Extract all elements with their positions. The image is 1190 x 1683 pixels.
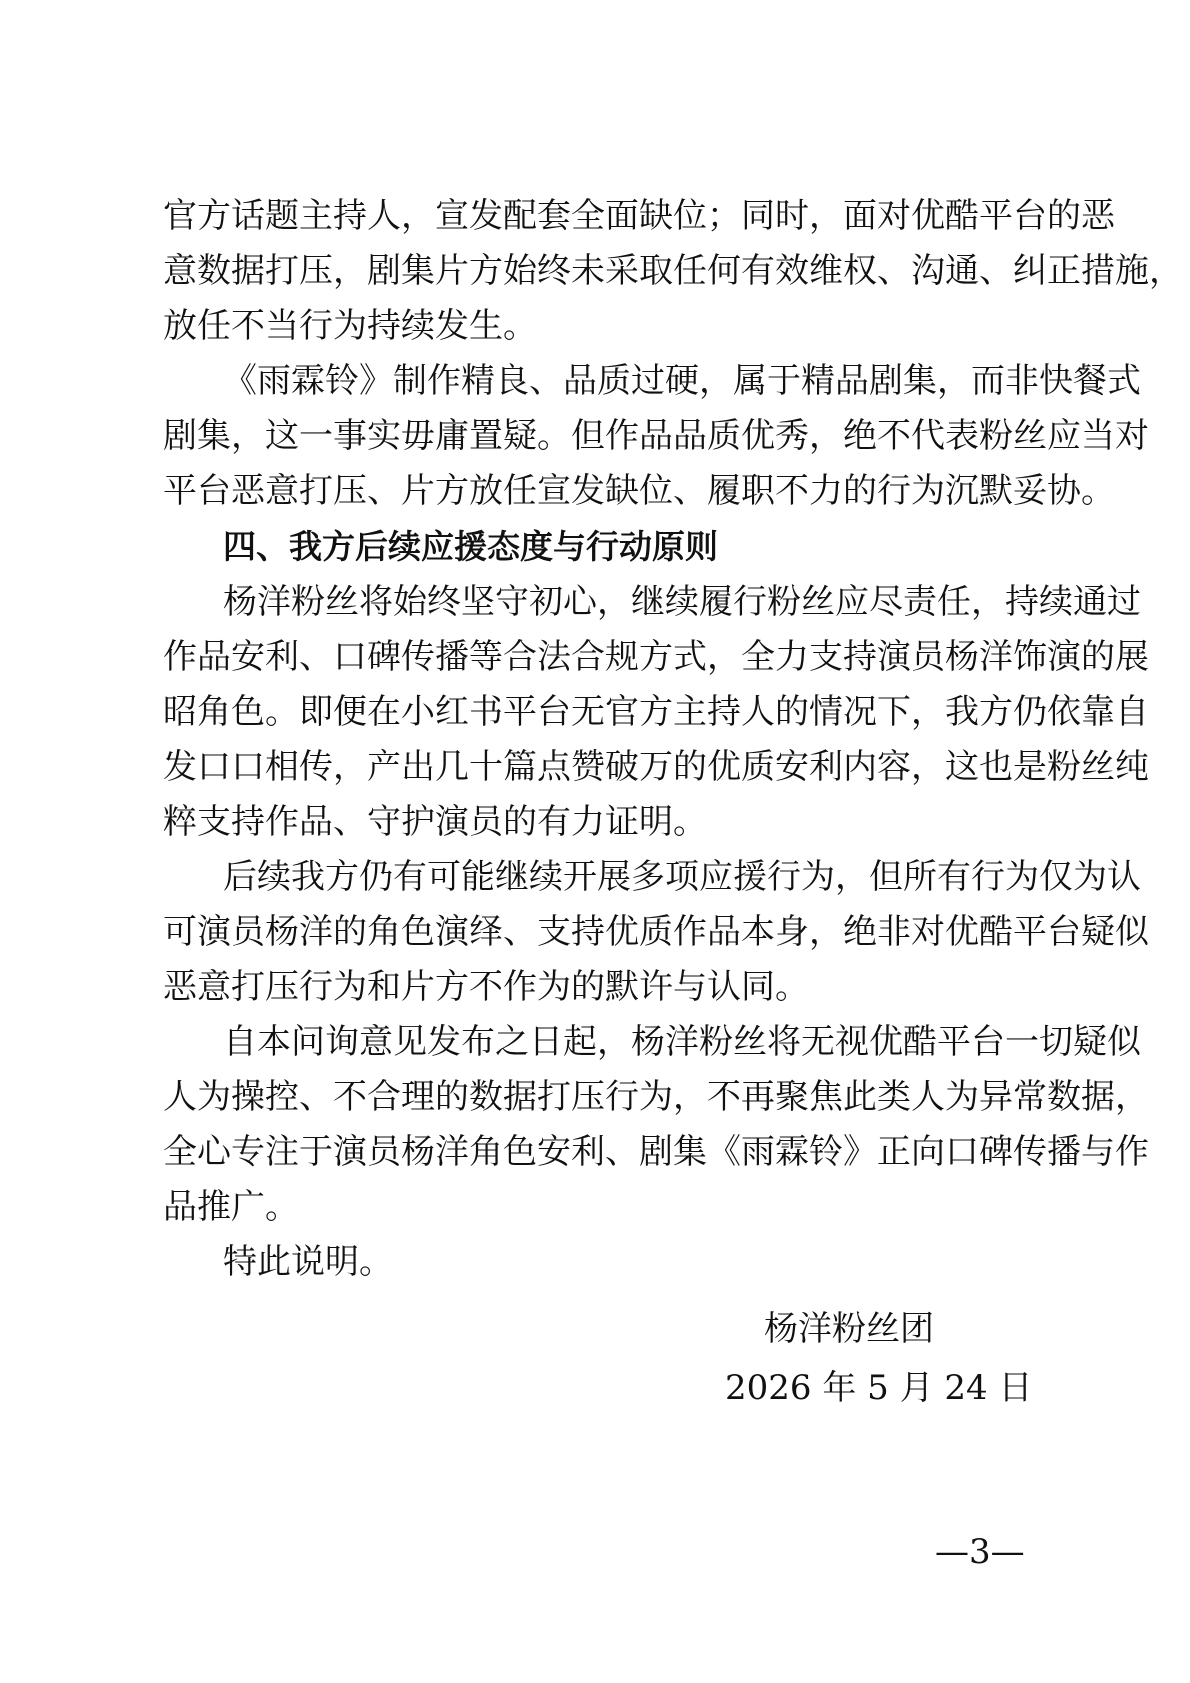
closing-text: 特此说明。 (223, 1242, 393, 1282)
paragraph-4-line-2: 可演员杨洋的角色演绎、支持优质作品本身，绝非对优酷平台疑似 (163, 912, 1149, 952)
paragraph-3-line-2: 作品安利、口碑传播等合法合规方式，全力支持演员杨洋饰演的展 (163, 637, 1149, 677)
paragraph-5-line-2: 人为操控、不合理的数据打压行为，不再聚焦此类人为异常数据， (163, 1077, 1149, 1117)
paragraph-2-line-2: 剧集，这一事实毋庸置疑。但作品品质优秀，绝不代表粉丝应当对 (163, 416, 1149, 456)
paragraph-5-line-1: 自本问询意见发布之日起，杨洋粉丝将无视优酷平台一切疑似 (223, 1022, 1141, 1062)
section-4-heading: 四、我方后续应援态度与行动原则 (223, 527, 718, 566)
signature: 杨洋粉丝团 (764, 1309, 934, 1349)
paragraph-1-line-1: 官方话题主持人，宣发配套全面缺位；同时，面对优酷平台的恶 (163, 196, 1115, 236)
paragraph-2-line-1: 《雨霖铃》制作精良、品质过硬，属于精品剧集，而非快餐式 (223, 361, 1141, 401)
paragraph-2-line-3: 平台恶意打压、片方放任宣发缺位、履职不力的行为沉默妥协。 (163, 471, 1115, 511)
paragraph-3-line-1: 杨洋粉丝将始终坚守初心，继续履行粉丝应尽责任，持续通过 (223, 582, 1141, 622)
paragraph-4-line-3: 恶意打压行为和片方不作为的默许与认同。 (163, 967, 809, 1007)
paragraph-1-line-3: 放任不当行为持续发生。 (163, 306, 537, 346)
paragraph-3-line-4: 发口口相传，产出几十篇点赞破万的优质安利内容，这也是粉丝纯 (163, 747, 1149, 787)
paragraph-5-line-3: 全心专注于演员杨洋角色安利、剧集《雨霖铃》正向口碑传播与作 (163, 1132, 1149, 1172)
page-number: —3— (935, 1532, 1025, 1572)
paragraph-3-line-3: 昭角色。即便在小红书平台无官方主持人的情况下，我方仍依靠自 (163, 692, 1149, 732)
paragraph-3-line-5: 粹支持作品、守护演员的有力证明。 (163, 802, 707, 842)
paragraph-4-line-1: 后续我方仍有可能继续开展多项应援行为，但所有行为仅为认 (223, 857, 1141, 897)
paragraph-5-line-4: 品推广。 (163, 1187, 299, 1227)
document-date: 2026 年 5 月 24 日 (725, 1368, 1033, 1408)
paragraph-1-line-2: 意数据打压，剧集片方始终未采取任何有效维权、沟通、纠正措施， (163, 251, 1183, 291)
